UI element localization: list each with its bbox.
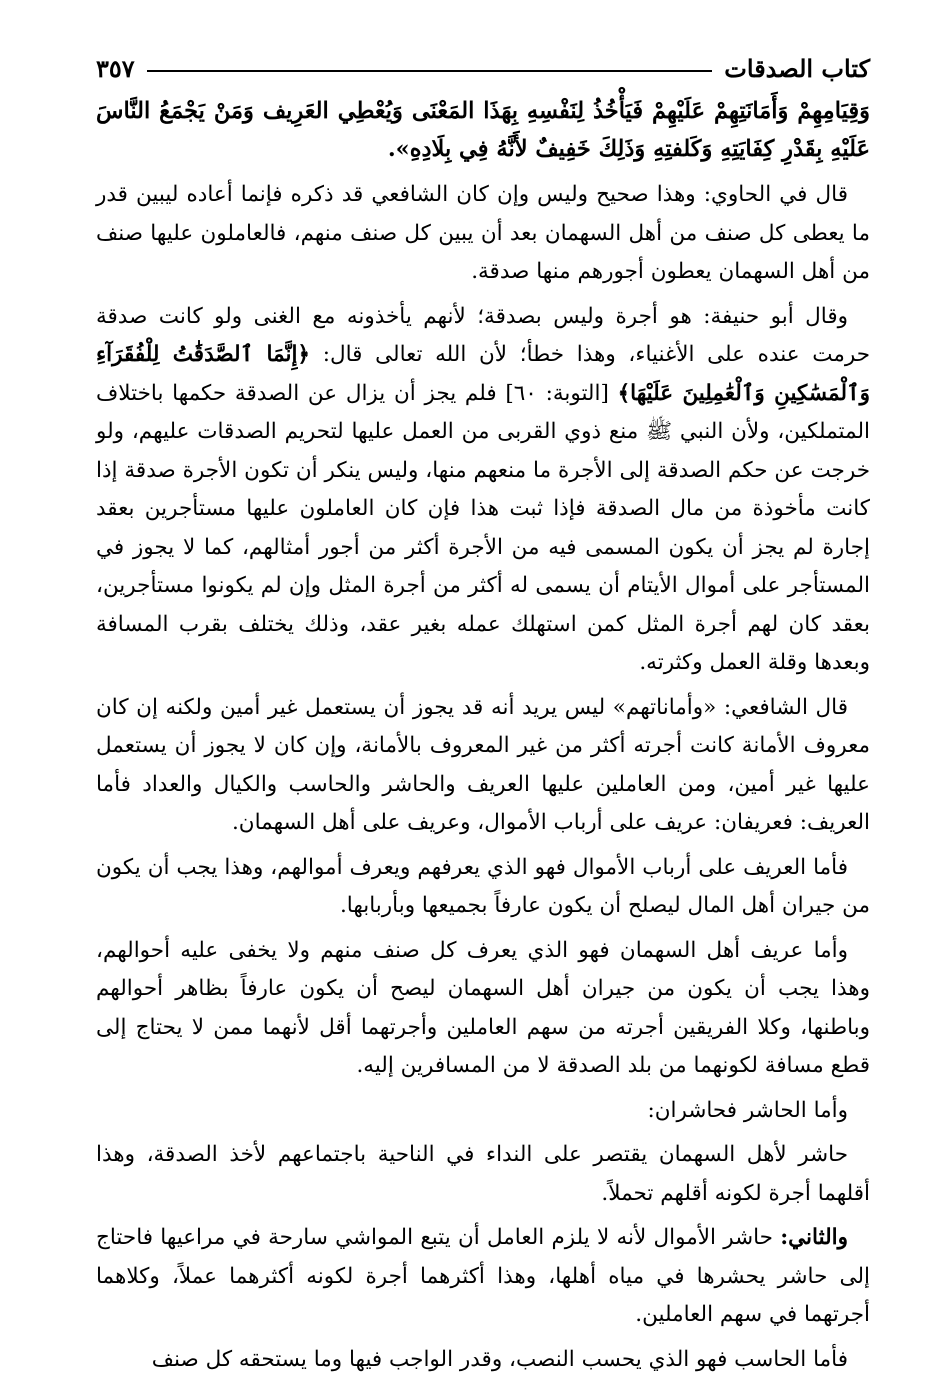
paragraph-abu-hanifa (96, 298, 870, 683)
paragraph-hashir-second-text: حاشر الأموال لأنه لا يلزم العامل أن يتبع المواشي سارحة في مراعيها فاحتاج إلى حاشر يحشرها في مياه أهلها، وهذا أكثرهما أجرة لكونه أكثرهما عملاً، وكلاهما أجرتهما في سهم العاملين. (96, 1225, 870, 1327)
paragraph-hashir-first: حاشر لأهل السهمان يقتصر على النداء في الناحية باجتماعهم لأخذ الصدقة، وهذا أقلهما أجرة لكونه أقلهم تحملاً. (96, 1136, 870, 1213)
running-header (96, 46, 870, 90)
quran-verse: ﴿إِنَّمَا ٱلصَّدَقَٰتُ لِلْفُقَرَآءِ وَٱلْمَسَٰكِينِ وَٱلْعَٰمِلِينَ عَلَيْهَا﴾ (96, 342, 870, 406)
paragraph-arif-sihman: وأما عريف أهل السهمان فهو الذي يعرف كل صنف منهم ولا يخفى عليه أحوالهم، وهذا يجب أن يكون من جيران أهل السهمان ليصح أن يكون عارفاً بظاهر أحوالهم وباطنها، وكلا الفريقين أجرته من سهم العاملين وأجرتهما أقل لأنهما ممن لا يحتاج إلى قطع مسافة لكونهما من بلد الصدقة لا من المسافرين إليه. (96, 932, 870, 1086)
book-title: كتاب الصدقات (712, 54, 870, 83)
body-text (96, 92, 870, 1379)
paragraph-hashir-heading: وأما الحاشر فحاشران: (96, 1092, 870, 1131)
document-page (96, 46, 870, 1356)
paragraph-abu-hanifa-rest: [التوبة: ٦٠] فلم يجز أن يزال عن الصدقة حكمها باختلاف المتملكين، ولأن النبي ﷺ منع ذوي القربى من العمل عليها لتحريم الصدقات عليهم، ولو خرجت عن حكم الصدقة إلى الأجرة ما منعهم منها، وليس ينكر أن تكون الأجرة صدقة إذا كانت مأخوذة من مال الصدقة فإذا ثبت هذا فإن كان العاملون عليها مستأجرين بعقد إجارة لم يجز أن يكون المسمى فيه من الأجرة أكثر من أجور أمثالهم، كما لا يجوز في المستأجر على أموال الأيتام أن يسمى له أكثر من أجرة المثل وإن لم يكونوا مستأجرين، بعقد كان لهم أجرة المثل كمن استهلك عمله بغير عقد، وذلك يختلف بقرب المسافة وبعدها وقلة العمل وكثرته. (96, 381, 870, 676)
paragraph-lead-word: والثاني: (780, 1225, 848, 1250)
paragraph-hawi: قال في الحاوي: وهذا صحيح وليس وإن كان الشافعي قد ذكره فإنما أعاده ليبين قدر ما يعطى كل صنف من أهل السهمان بعد أن يبين كل صنف منهم، فالعاملون عليها صنف من أهل السهمان يعطون أجورهم منها صدقة. (96, 176, 870, 292)
page-number: ٣٥٧ (96, 54, 147, 83)
paragraph-shafii-amanat: قال الشافعي: «وأماناتهم» ليس يريد أنه قد يجوز أن يستعمل غير أمين ولكنه إن كان معروف الأمانة كانت أجرته أكثر من غير المعروف بالأمانة، وإن كان لا يجوز أن يستعمل عليها غير أمين، ومن العاملين عليها العريف والحاشر والحاسب والكيال والعداد فأما العريف: فعريفان: عريف على أرباب الأموال، وعريف على أهل السهمان. (96, 689, 870, 843)
paragraph-arif-amwal: فأما العريف على أرباب الأموال فهو الذي يعرفهم ويعرف أموالهم، وهذا يجب أن يكون من جيران أهل المال ليصلح أن يكون عارفاً بجميعها وبأربابها. (96, 849, 870, 926)
paragraph-hasib: فأما الحاسب فهو الذي يحسب النصب، وقدر الواجب فيها وما يستحقه كل صنف (96, 1341, 870, 1379)
header-rule (147, 70, 713, 72)
paragraph-abu-hanifa-intro: وقال أبو حنيفة: هو أجرة وليس بصدقة؛ لأنهم يأخذونه مع الغنى ولو كانت صدقة حرمت عنده على الأغنياء، وهذا خطأ؛ لأن الله تعالى قال: (96, 304, 870, 368)
paragraph-hashir-second (96, 1219, 870, 1335)
quoted-text-continuation: وَقِيَامِهِمْ وَأَمَانَتِهِمْ عَلَيْهِمْ فَيَأْخُذُ لِنَفْسِهِ بِهَذَا المَعْنَى وَيُعْطِي العَرِيف وَمَنْ يَجْمَعُ النَّاسَ عَلَيْهِ بِقَدْرِ كِفَايَتِهِ وَكَلفتِهِ وَذَلِكَ خَفِيفٌ لأَنَّهُ فِي بِلَادِهِ». (96, 92, 870, 168)
